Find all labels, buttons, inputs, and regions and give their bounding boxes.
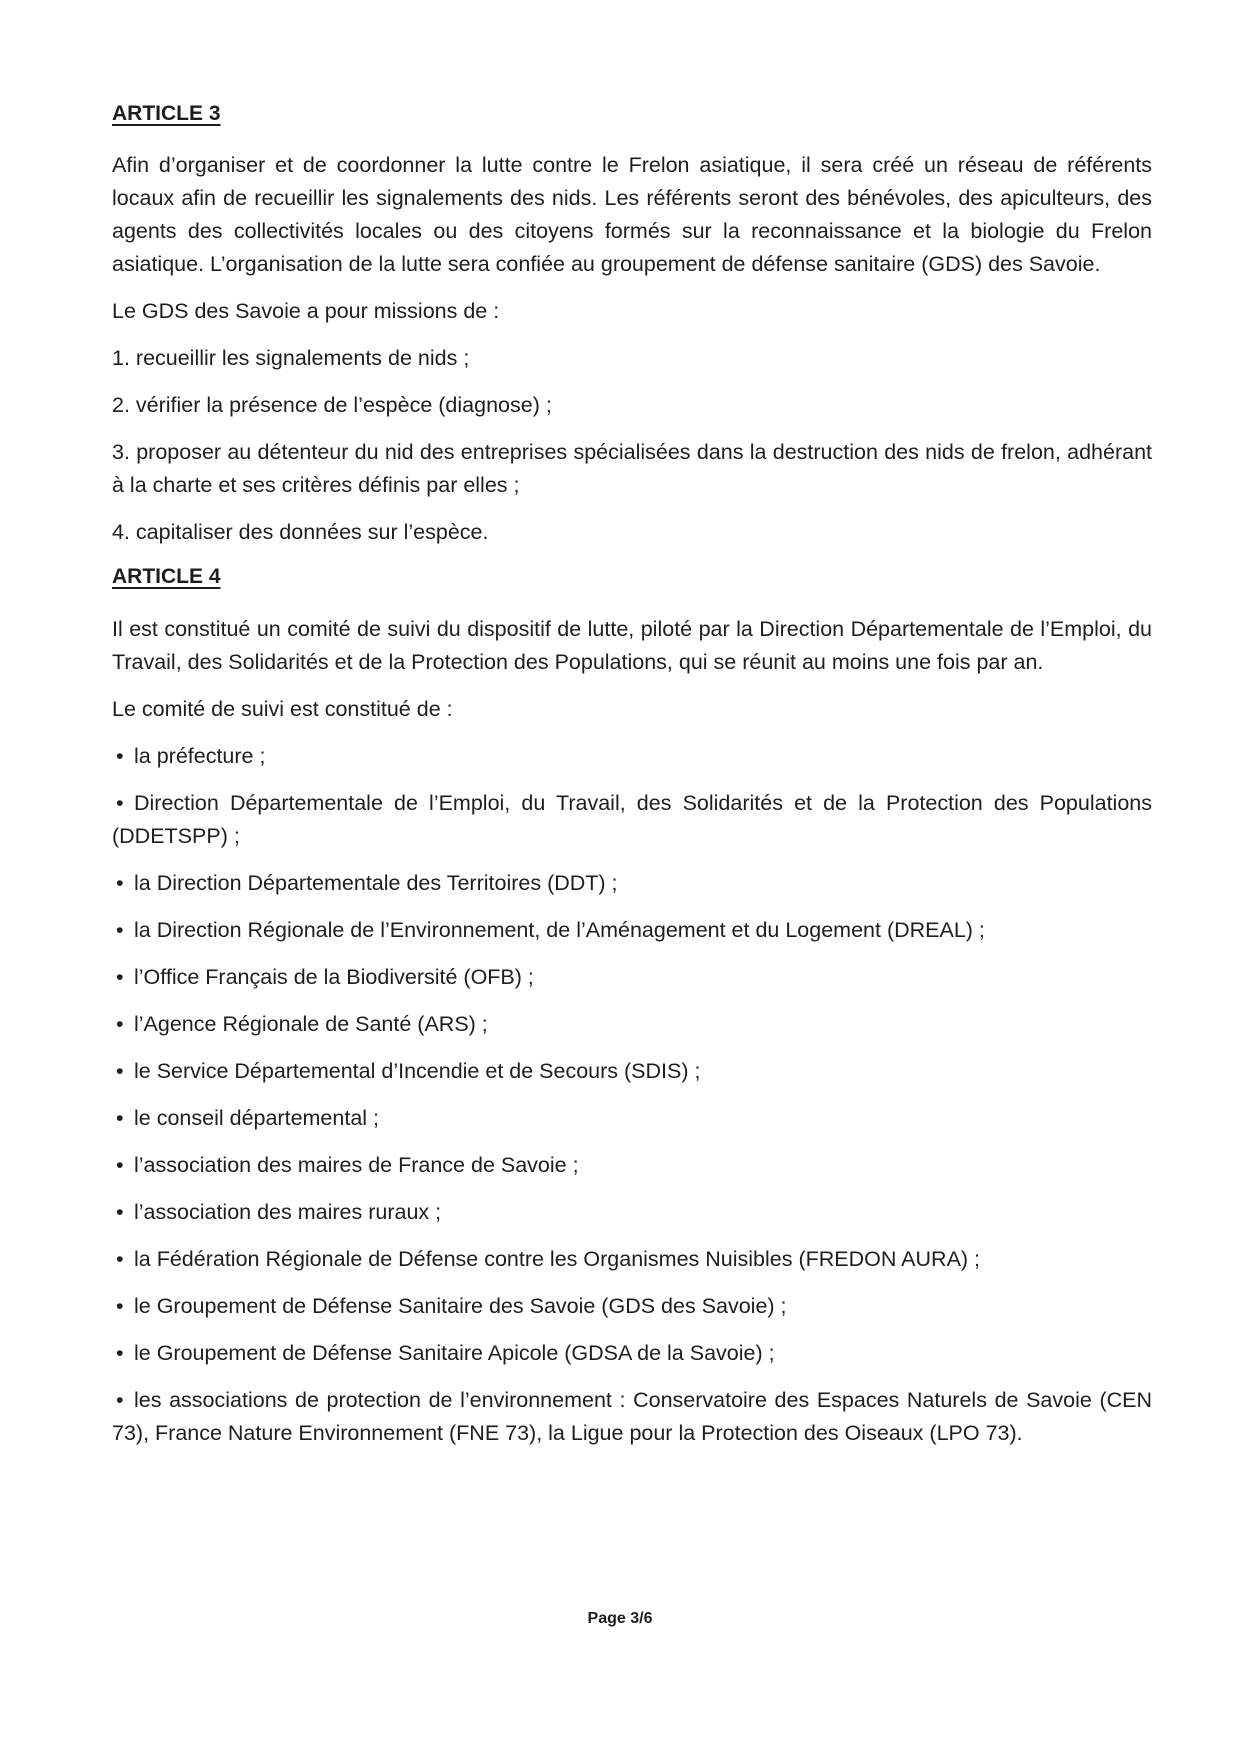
member-text: le Groupement de Défense Sanitaire des Savoie (GDS des Savoie) ;: [134, 1293, 787, 1318]
member-text: le conseil départemental ;: [134, 1105, 380, 1130]
member-item: [112, 914, 1152, 947]
mission-item-4: 4. capitaliser des données sur l’espèce.: [112, 520, 489, 545]
mission-item-1: 1. recueillir les signalements de nids ;: [112, 346, 470, 371]
member-text: la Fédération Régionale de Défense contre les Organismes Nuisibles (FREDON AURA) ;: [134, 1246, 981, 1271]
bullet-icon: •: [116, 790, 124, 815]
bullet-icon: •: [116, 1152, 124, 1177]
article-4: [112, 563, 1152, 1449]
article-3-heading: ARTICLE 3: [112, 102, 221, 125]
member-text: les associations de protection de l’environnement : Conservatoire des Espaces Naturels de Savoie (CEN 73), France Nature Environnement (FNE 73), la Ligue pour la Protection des Oiseaux (LPO 73).: [112, 1387, 1152, 1445]
member-text: la Direction Régionale de l’Environnement, de l’Aménagement et du Logement (DREAL) ;: [134, 917, 985, 942]
bullet-icon: •: [116, 917, 124, 942]
member-text: Direction Départementale de l’Emploi, du Travail, des Solidarités et de la Protection des Populations (DDETSPP) ;: [112, 790, 1152, 848]
bullet-icon: •: [116, 964, 124, 989]
member-item: [112, 867, 1152, 900]
page-number: Page 3/6: [587, 1610, 653, 1627]
member-text: le Groupement de Défense Sanitaire Apicole (GDSA de la Savoie) ;: [134, 1340, 775, 1365]
member-item: [112, 1102, 1152, 1135]
article-3: [112, 100, 1152, 549]
member-item: [112, 740, 1152, 773]
member-item: [112, 961, 1152, 994]
mission-item-3: 3. proposer au détenteur du nid des entreprises spécialisées dans la destruction des nids de frelon, adhérant à la charte et ses critères définis par elles ;: [112, 440, 1152, 498]
member-item: [112, 787, 1152, 853]
member-text: l’association des maires de France de Savoie ;: [134, 1152, 579, 1177]
member-text: l’Office Français de la Biodiversité (OFB) ;: [134, 964, 534, 989]
bullet-icon: •: [116, 1199, 124, 1224]
missions-lead: Le GDS des Savoie a pour missions de :: [112, 299, 500, 324]
member-text: la Direction Départementale des Territoires (DDT) ;: [134, 870, 618, 895]
mission-item-2: 2. vérifier la présence de l’espèce (diagnose) ;: [112, 393, 552, 418]
member-text: l’association des maires ruraux ;: [134, 1199, 442, 1224]
bullet-icon: •: [116, 1105, 124, 1130]
member-item: [112, 1196, 1152, 1229]
member-item: [112, 1008, 1152, 1041]
bullet-icon: •: [116, 1011, 124, 1036]
bullet-icon: •: [116, 870, 124, 895]
article-3-intro: Afin d’organiser et de coordonner la lutte contre le Frelon asiatique, il sera créé un réseau de référents locaux afin de recueillir les signalements des nids. Les référents seront des bénévoles, des apiculteurs, des agents des collectivités locales ou des citoyens formés sur la reconnaissance et la biologie du Frelon asiatique. L’organisation de la lutte sera confiée au groupement de défense sanitaire (GDS) des Savoie.: [112, 153, 1152, 277]
members-lead: Le comité de suivi est constitué de :: [112, 696, 453, 721]
document-page: [112, 100, 1152, 1464]
member-item: [112, 1055, 1152, 1088]
member-item: [112, 1149, 1152, 1182]
bullet-icon: •: [116, 1387, 124, 1412]
member-text: le Service Départemental d’Incendie et de Secours (SDIS) ;: [134, 1058, 701, 1083]
bullet-icon: •: [116, 1058, 124, 1083]
member-item: [112, 1337, 1152, 1370]
bullet-icon: •: [116, 1293, 124, 1318]
member-item: [112, 1243, 1152, 1276]
member-item: [112, 1290, 1152, 1323]
member-text: l’Agence Régionale de Santé (ARS) ;: [134, 1011, 488, 1036]
member-text: la préfecture ;: [134, 743, 266, 768]
bullet-icon: •: [116, 1246, 124, 1271]
bullet-icon: •: [116, 743, 124, 768]
article-4-heading: ARTICLE 4: [112, 565, 221, 589]
bullet-icon: •: [116, 1340, 124, 1365]
article-4-intro: Il est constitué un comité de suivi du dispositif de lutte, piloté par la Direction Départementale de l’Emploi, du Travail, des Solidarités et de la Protection des Populations, qui se réunit au moins une fois par an.: [112, 616, 1152, 674]
member-item: [112, 1384, 1152, 1450]
